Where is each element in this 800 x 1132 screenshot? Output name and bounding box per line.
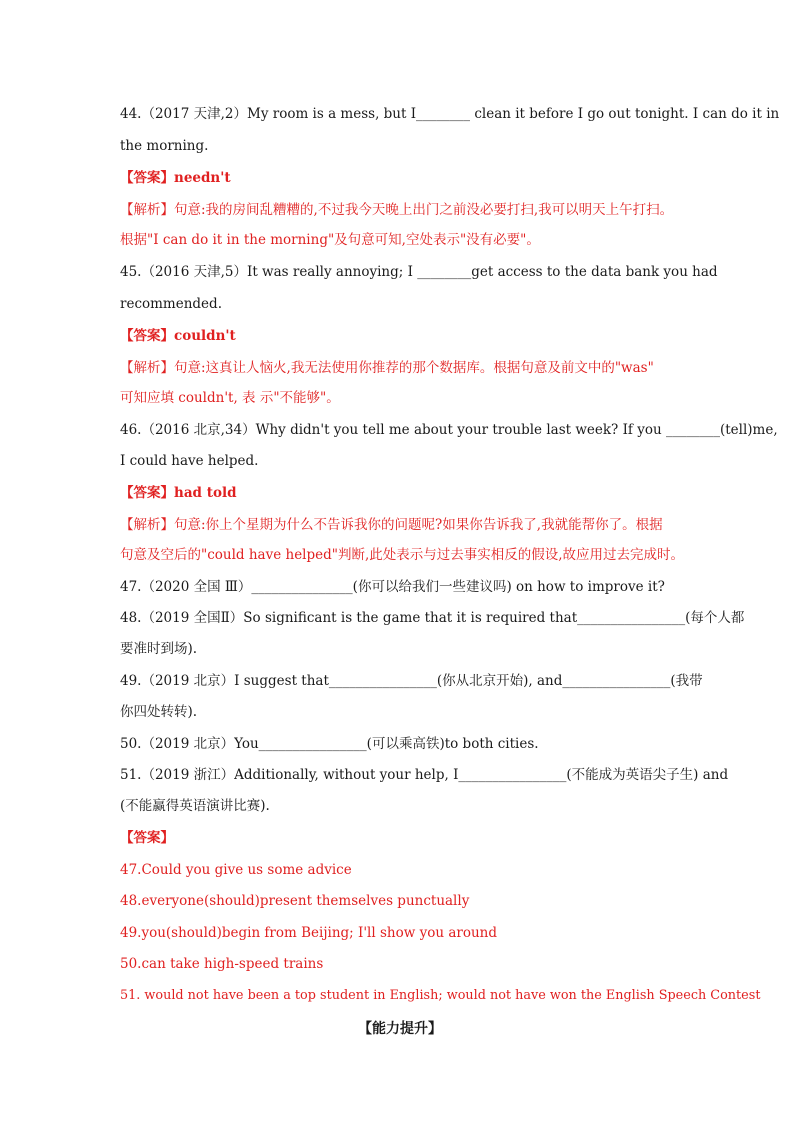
q49-line-2: 你四处转转). (120, 704, 198, 720)
q47-line: 47.（2020 全国 Ⅲ）_______________(你可以给我们一些建议吗) on how to improve it? (120, 579, 665, 595)
q45-analysis-2: 可知应填 couldn't, 表 示"不能够"。 (120, 390, 340, 406)
answer-50: 50.can take high-speed trains (120, 956, 324, 972)
q45-answer: 【答案】couldn't (120, 328, 236, 344)
q46-analysis-1: 【解析】句意:你上个星期为什么不告诉我你的问题呢?如果你告诉我了,我就能帮你了。根据 (120, 517, 663, 533)
answer-47: 47.Could you give us some advice (120, 862, 352, 878)
answer-48: 48.everyone(should)present themselves punctually (120, 893, 470, 909)
q44-line-2: the morning. (120, 138, 209, 154)
q46-answer: 【答案】had told (120, 485, 237, 501)
q44-analysis-1: 【解析】句意:我的房间乱糟糟的,不过我今天晚上出门之前没必要打扫,我可以明天上午打扫。 (120, 202, 674, 218)
answers-heading: 【答案】 (120, 830, 174, 846)
q45-line-1: 45.（2016 天津,5）It was really annoying; I ________get access to the data bank you had (120, 264, 718, 280)
q44-analysis-2: 根据"I can do it in the morning"及句意可知,空处表示"没有必要"。 (120, 232, 540, 248)
q48-line-2: 要准时到场). (120, 641, 198, 657)
q46-line-1: 46.（2016 北京,34）Why didn't you tell me about your trouble last week? If you ________(tell)me, (120, 422, 778, 438)
q49-line-1: 49.（2019 北京）I suggest that________________(你从北京开始), and________________(我带 (120, 673, 703, 689)
q45-analysis-1: 【解析】句意:这真让人恼火,我无法使用你推荐的那个数据库。根据句意及前文中的"was" (120, 360, 654, 376)
q51-line-2: (不能赢得英语演讲比赛). (120, 798, 270, 814)
answer-51: 51. would not have been a top student in English; would not have won the English Speech Contest (120, 988, 761, 1003)
q48-line-1: 48.（2019 全国Ⅱ）So significant is the game that it is required that________________(每个人都 (120, 610, 745, 626)
q45-line-2: recommended. (120, 296, 222, 312)
answer-49: 49.you(should)begin from Beijing; I'll show you around (120, 925, 497, 941)
q44-answer: 【答案】needn't (120, 170, 231, 186)
section-footer-title: 【能力提升】 (358, 1021, 442, 1037)
q51-line-1: 51.（2019 浙江）Additionally, without your help, I________________(不能成为英语尖子生) and (120, 767, 729, 783)
q44-line-1: 44.（2017 天津,2）My room is a mess, but I________ clean it before I go out tonight. I can do it in (120, 106, 780, 122)
q46-line-2: I could have helped. (120, 453, 259, 469)
q46-analysis-2: 句意及空后的"could have helped"判断,此处表示与过去事实相反的假设,故应用过去完成时。 (120, 547, 685, 563)
q50-line: 50.（2019 北京）You________________(可以乘高铁)to both cities. (120, 736, 539, 752)
